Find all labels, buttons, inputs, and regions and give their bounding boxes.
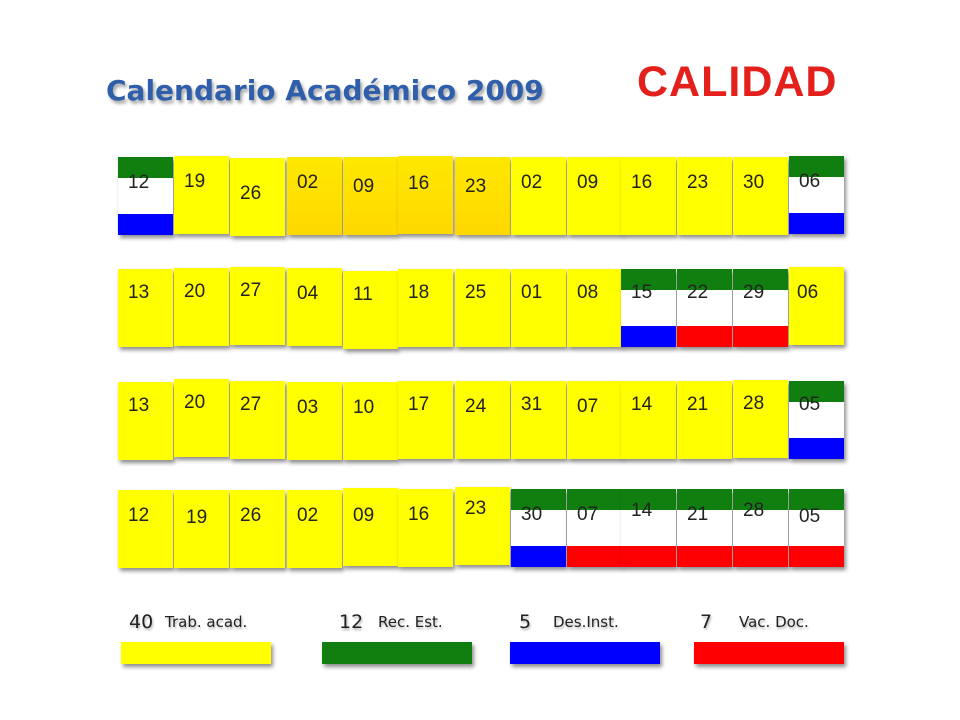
calendar-day-cell	[511, 381, 566, 459]
calendar-day-cell	[621, 157, 676, 235]
calendar-day-cell	[567, 381, 622, 459]
calendar-day-cell	[287, 490, 342, 568]
calendar-day-label: 27	[240, 280, 262, 301]
calendar-day-label: 02	[297, 172, 319, 193]
calendar-day-label: 31	[521, 394, 543, 415]
calendar-day-label: 19	[186, 507, 208, 528]
calendar-day-label: 25	[465, 282, 487, 303]
legend-label: Rec. Est.	[378, 613, 443, 631]
calendar-day-label: 27	[240, 394, 262, 415]
calendar-day-cell	[118, 269, 173, 347]
calendar-day-label: 28	[743, 500, 765, 521]
calendar-day-cell	[677, 269, 732, 347]
calendar-day-label: 21	[687, 394, 709, 415]
legend-swatch	[510, 642, 660, 664]
calendar-day-cell	[567, 269, 622, 347]
legend-count: 12	[339, 611, 364, 633]
calendar-day-label: 30	[743, 172, 765, 193]
legend-swatch	[121, 642, 271, 664]
calendar-day-label: 15	[631, 282, 653, 303]
calendar-day-label: 02	[521, 172, 543, 193]
calendar-day-label: 12	[128, 172, 150, 193]
calendar-day-label: 09	[353, 176, 375, 197]
calendar-day-cell	[174, 490, 229, 568]
calendar-day-cell	[287, 157, 342, 235]
page-title: Calendario Académico 2009	[106, 74, 544, 107]
calendar-day-label: 06	[797, 282, 819, 303]
calendar-day-label: 28	[743, 393, 765, 414]
calendar-day-label: 08	[577, 282, 599, 303]
calendar-day-label: 26	[240, 505, 262, 526]
calendar-day-cell	[287, 268, 342, 346]
calendar-day-label: 03	[297, 397, 319, 418]
calendar-day-label: 12	[128, 505, 150, 526]
calendar-day-cell	[511, 157, 566, 235]
calendar-day-cell	[733, 157, 788, 235]
calendar-day-cell	[343, 382, 398, 460]
calendar-day-label: 13	[128, 395, 150, 416]
calendar-day-cell	[343, 488, 398, 566]
calendar-day-cell	[789, 381, 844, 459]
calendar-day-cell	[398, 269, 453, 347]
calendar-day-label: 10	[353, 397, 375, 418]
calendar-day-cell	[455, 487, 510, 565]
legend-count: 40	[129, 611, 154, 633]
calendar-day-label: 21	[687, 504, 709, 525]
calendar-day-cell	[118, 490, 173, 568]
calendar-day-label: 20	[184, 281, 206, 302]
calendar-day-cell	[677, 489, 732, 567]
calendar-day-cell	[174, 379, 229, 457]
calendar-day-cell	[398, 381, 453, 459]
calendar-day-cell	[789, 267, 844, 345]
legend-swatch	[322, 642, 472, 664]
calendar-day-label: 04	[297, 283, 319, 304]
calendar-day-label: 02	[297, 505, 319, 526]
calendar-day-cell	[230, 381, 285, 459]
calendar-day-label: 17	[408, 394, 430, 415]
calendar-day-label: 05	[799, 394, 821, 415]
calendar-day-label: 18	[408, 282, 430, 303]
calendar-day-label: 13	[128, 282, 150, 303]
calendar-day-cell	[118, 382, 173, 460]
calendar-day-label: 14	[631, 394, 653, 415]
calendar-day-label: 06	[799, 171, 821, 192]
calendar-day-cell	[789, 156, 844, 234]
legend-count: 7	[700, 611, 713, 633]
calendar-day-cell	[398, 489, 453, 567]
calendar-day-cell	[733, 380, 788, 458]
calendar-day-cell	[230, 490, 285, 568]
calendar-day-label: 01	[521, 282, 543, 303]
calendar-day-cell	[621, 489, 676, 567]
calendar-day-label: 23	[687, 172, 709, 193]
calendar-day-cell	[174, 156, 229, 234]
calendar-day-cell	[398, 156, 453, 234]
legend-label: Vac. Doc.	[739, 613, 809, 631]
calendar-day-cell	[511, 489, 566, 567]
calendar-day-cell	[621, 381, 676, 459]
calendar-day-label: 30	[521, 504, 543, 525]
calendar-day-label: 16	[408, 173, 430, 194]
legend-label: Des.Inst.	[553, 613, 619, 631]
calendar-day-cell	[567, 489, 622, 567]
calendar-day-label: 19	[184, 171, 206, 192]
calendar-day-cell	[567, 157, 622, 235]
calendar-day-cell	[455, 381, 510, 459]
calendar-day-cell	[230, 158, 285, 236]
calendar-day-cell	[174, 268, 229, 346]
legend-count: 5	[519, 611, 532, 633]
calendar-day-cell	[733, 489, 788, 567]
calendar-day-label: 11	[353, 284, 373, 305]
legend-swatch	[694, 642, 844, 664]
calendar-day-cell	[511, 269, 566, 347]
calendar-day-cell	[230, 267, 285, 345]
calendar-day-cell	[343, 271, 398, 349]
calidad-heading: CALIDAD	[637, 58, 838, 106]
calendar-day-cell	[287, 382, 342, 460]
calendar-day-label: 20	[184, 392, 206, 413]
calendar-day-label: 16	[408, 504, 430, 525]
calendar-day-cell	[677, 381, 732, 459]
calendar-day-label: 14	[631, 500, 653, 521]
calendar-day-label: 05	[799, 506, 821, 527]
calendar-day-cell	[343, 157, 398, 235]
calendar-day-label: 23	[465, 498, 487, 519]
calendar-day-cell	[621, 269, 676, 347]
calendar-day-cell	[455, 269, 510, 347]
legend-label: Trab. acad.	[165, 613, 248, 631]
calendar-day-label: 22	[687, 282, 709, 303]
calendar-day-label: 26	[240, 183, 262, 204]
calendar-day-label: 23	[465, 176, 487, 197]
calendar-day-cell	[733, 269, 788, 347]
calendar-day-cell	[455, 157, 510, 235]
calendar-day-label: 09	[353, 505, 375, 526]
calendar-day-label: 07	[577, 504, 599, 525]
calendar-day-cell	[118, 157, 173, 235]
calendar-day-cell	[677, 157, 732, 235]
calendar-day-label: 07	[577, 396, 599, 417]
calendar-day-label: 16	[631, 172, 653, 193]
calendar-day-label: 09	[577, 172, 599, 193]
calendar-day-label: 24	[465, 396, 487, 417]
calendar-day-cell	[789, 489, 844, 567]
calendar-day-label: 29	[743, 282, 765, 303]
